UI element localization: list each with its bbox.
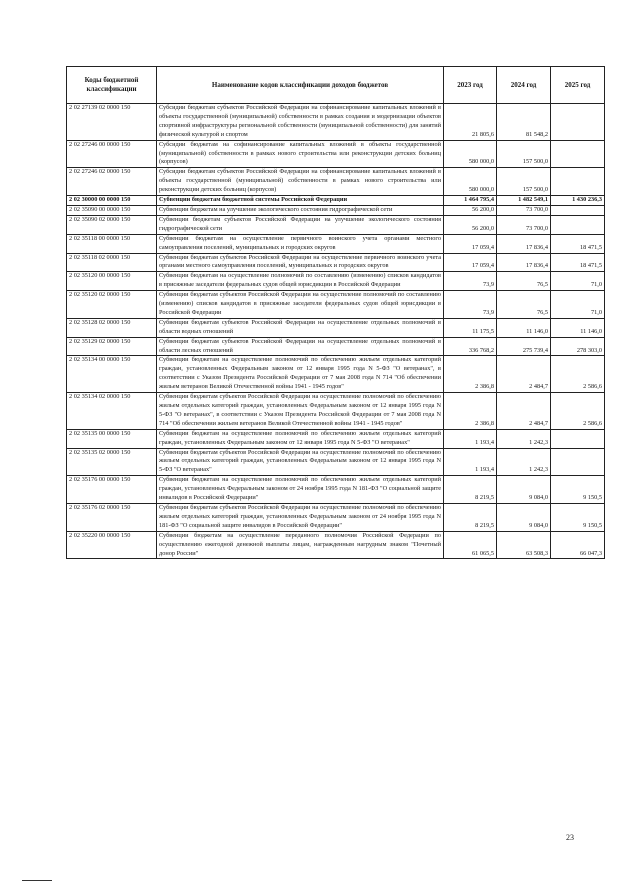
row-2025: 18 471,5 (551, 253, 605, 272)
row-2025: 9 150,5 (551, 476, 605, 504)
table-row (67, 393, 605, 430)
row-2025: 1 430 236,3 (551, 196, 605, 206)
row-name: Субвенции бюджетам на осуществление полномочий по обеспечению жильем отдельных категорий граждан, установленных Федеральным законом от 12 января 1995 года N 5-ФЗ "О ветеранах" (157, 429, 444, 448)
row-code: 2 02 35129 02 0000 150 (67, 337, 157, 356)
row-code: 2 02 35090 00 0000 150 (67, 205, 157, 215)
row-2023: 56 200,0 (444, 215, 497, 234)
row-2024: 17 836,4 (497, 253, 551, 272)
row-2024: 17 836,4 (497, 234, 551, 253)
row-code: 2 02 35090 02 0000 150 (67, 215, 157, 234)
row-name: Субвенции бюджетам на осуществление полномочий по составлению (изменению) списков кандидатов в присяжные заседатели федеральных судов общей юрисдикции в Российской Федерации (157, 272, 444, 291)
table-row (67, 253, 605, 272)
row-2024: 63 508,3 (497, 531, 551, 559)
table-row (67, 429, 605, 448)
row-2024: 157 500,0 (497, 140, 551, 168)
row-code: 2 02 35128 02 0000 150 (67, 318, 157, 337)
row-2023: 17 059,4 (444, 253, 497, 272)
row-name: Субсидии бюджетам субъектов Российской Федерации на софинансирование капитальных вложений в объекты государственной (муниципальной) собственности в рамках нового строительства или реконструкции детских больниц (корпусов) (157, 168, 444, 196)
header-2024: 2024 год (497, 67, 551, 104)
row-2024: 76,5 (497, 272, 551, 291)
row-2023: 8 219,5 (444, 503, 497, 531)
row-name: Субвенции бюджетам на осуществление переданного полномочия Российской Федерации по осуществлению ежегодной денежной выплаты лицам, награжденным нагрудным знаком "Почетный донор России" (157, 531, 444, 559)
row-2025 (551, 215, 605, 234)
row-2025: 2 586,6 (551, 356, 605, 393)
table-row (67, 215, 605, 234)
table-row (67, 196, 605, 206)
row-code: 2 02 35176 02 0000 150 (67, 503, 157, 531)
table-row (67, 104, 605, 141)
row-name: Субвенции бюджетам субъектов Российской Федерации на осуществление отдельных полномочий в области водных отношений (157, 318, 444, 337)
row-2025: 18 471,5 (551, 234, 605, 253)
table-row (67, 205, 605, 215)
row-code: 2 02 35118 02 0000 150 (67, 253, 157, 272)
row-2023: 73,9 (444, 272, 497, 291)
row-code: 2 02 35120 00 0000 150 (67, 272, 157, 291)
row-name: Субвенции бюджетам на осуществление полномочий по обеспечению жильем отдельных категорий граждан, установленных Федеральным законом от 12 января 1995 года N 5-ФЗ "О ветеранах", в соответствии с Указом Президента Российской Федерации от 7 мая 2008 года N 714 "Об обеспечении жильем ветеранов Великой Отечественной войны 1941 - 1945 годов" (157, 356, 444, 393)
row-2024: 1 482 549,1 (497, 196, 551, 206)
row-2023: 580 000,0 (444, 140, 497, 168)
row-2025: 71,0 (551, 291, 605, 319)
row-2023: 73,9 (444, 291, 497, 319)
row-code: 2 02 35118 00 0000 150 (67, 234, 157, 253)
page-number: 23 (566, 833, 574, 842)
row-name: Субвенции бюджетам на улучшение экологического состояния гидрографической сети (157, 205, 444, 215)
table-row (67, 531, 605, 559)
row-code: 2 02 27246 02 0000 150 (67, 168, 157, 196)
header-name: Наименование кодов классификации доходов бюджетов (157, 67, 444, 104)
table-row (67, 168, 605, 196)
row-name: Субсидии бюджетам субъектов Российской Федерации на софинансирование капитальных вложений в объекты государственной (муниципальной) собственности в рамках создания и модернизации объектов спортивной инфраструктуры региональной собственности (муниципальной собственности) для занятий физической культурой и спортом (157, 104, 444, 141)
table-row (67, 234, 605, 253)
row-name: Субвенции бюджетам субъектов Российской Федерации на осуществление первичного воинского учета органами местного самоуправления поселений, муниципальных и городских округов (157, 253, 444, 272)
row-code: 2 02 35120 02 0000 150 (67, 291, 157, 319)
row-2023: 1 193,4 (444, 429, 497, 448)
row-2025 (551, 140, 605, 168)
row-2023: 11 175,5 (444, 318, 497, 337)
header-2025: 2025 год (551, 67, 605, 104)
row-2023: 2 386,8 (444, 393, 497, 430)
row-2024: 76,5 (497, 291, 551, 319)
row-code: 2 02 35135 02 0000 150 (67, 448, 157, 476)
row-2024: 9 084,0 (497, 476, 551, 504)
row-name: Субсидии бюджетам на софинансирование капитальных вложений в объекты государственной (муниципальной) собственности в рамках нового строительства или реконструкции детских больниц (корпусов) (157, 140, 444, 168)
table-body (67, 104, 605, 559)
row-2025: 71,0 (551, 272, 605, 291)
row-2025 (551, 168, 605, 196)
table-row (67, 503, 605, 531)
row-2023: 17 059,4 (444, 234, 497, 253)
row-2025 (551, 104, 605, 141)
row-2025: 11 146,0 (551, 318, 605, 337)
table-row (67, 476, 605, 504)
row-code: 2 02 35220 00 0000 150 (67, 531, 157, 559)
row-name: Субвенции бюджетам на осуществление первичного воинского учета органами местного самоуправления поселений, муниципальных и городских округов (157, 234, 444, 253)
row-2024: 9 084,0 (497, 503, 551, 531)
row-2023: 580 000,0 (444, 168, 497, 196)
row-2023: 8 219,5 (444, 476, 497, 504)
row-name: Субвенции бюджетам субъектов Российской Федерации на осуществление отдельных полномочий в области лесных отношений (157, 337, 444, 356)
row-2023: 336 768,2 (444, 337, 497, 356)
row-code: 2 02 35134 00 0000 150 (67, 356, 157, 393)
row-code: 2 02 35176 00 0000 150 (67, 476, 157, 504)
row-2025: 66 047,3 (551, 531, 605, 559)
row-code: 2 02 27246 00 0000 150 (67, 140, 157, 168)
row-name: Субвенции бюджетам субъектов Российской Федерации на осуществление полномочий по обеспечению жильем отдельных категорий граждан, установленных Федеральным законом от 24 ноября 1995 года N 181-ФЗ "О социальной защите инвалидов в Российской Федерации" (157, 503, 444, 531)
table-row (67, 140, 605, 168)
table-header-row (67, 67, 605, 104)
row-2024: 81 548,2 (497, 104, 551, 141)
row-name: Субвенции бюджетам субъектов Российской Федерации на улучшение экологического состояния гидрографической сети (157, 215, 444, 234)
bottom-divider (22, 880, 52, 881)
row-2025: 2 586,6 (551, 393, 605, 430)
table-row (67, 356, 605, 393)
row-code: 2 02 27139 02 0000 150 (67, 104, 157, 141)
row-name: Субвенции бюджетам субъектов Российской Федерации на осуществление полномочий по обеспечению жильем отдельных категорий граждан, установленных Федеральным законом от 12 января 1995 года N 5-ФЗ "О ветеранах" (157, 448, 444, 476)
row-2024: 11 146,0 (497, 318, 551, 337)
row-name: Субвенции бюджетам на осуществление полномочий по обеспечению жильем отдельных категорий граждан, установленных Федеральным законом от 24 ноября 1995 года N 181-ФЗ "О социальной защите инвалидов в Российской Федерации" (157, 476, 444, 504)
row-2024: 1 242,3 (497, 448, 551, 476)
budget-table-sheet (66, 66, 604, 559)
row-code: 2 02 30000 00 0000 150 (67, 196, 157, 206)
table-row (67, 291, 605, 319)
row-2024: 2 484,7 (497, 393, 551, 430)
row-2024: 275 739,4 (497, 337, 551, 356)
row-2023: 1 193,4 (444, 448, 497, 476)
table-row (67, 448, 605, 476)
row-2025 (551, 429, 605, 448)
row-2023: 61 065,5 (444, 531, 497, 559)
row-2024: 157 500,0 (497, 168, 551, 196)
row-2024: 73 700,0 (497, 205, 551, 215)
row-2024: 2 484,7 (497, 356, 551, 393)
header-code: Коды бюджетной классификации (67, 67, 157, 104)
row-2025 (551, 205, 605, 215)
table-row (67, 337, 605, 356)
row-name: Субвенции бюджетам бюджетной системы Российской Федерации (157, 196, 444, 206)
row-name: Субвенции бюджетам субъектов Российской Федерации на осуществление полномочий по составлению (изменению) списков кандидатов в присяжные заседатели федеральных судов общей юрисдикции в Российской Федерации (157, 291, 444, 319)
row-2023: 2 386,8 (444, 356, 497, 393)
row-code: 2 02 35134 02 0000 150 (67, 393, 157, 430)
table-row (67, 272, 605, 291)
table-row (67, 318, 605, 337)
row-name: Субвенции бюджетам субъектов Российской Федерации на осуществление полномочий по обеспечению жильем отдельных категорий граждан, установленных Федеральным законом от 12 января 1995 года N 5-ФЗ "О ветеранах", в соответствии с Указом Президента Российской Федерации от 7 мая 2008 года N 714 "Об обеспечении жильем ветеранов Великой Отечественной войны 1941 - 1945 годов" (157, 393, 444, 430)
row-2025: 278 303,0 (551, 337, 605, 356)
row-2025 (551, 448, 605, 476)
row-2023: 56 200,0 (444, 205, 497, 215)
header-2023: 2023 год (444, 67, 497, 104)
row-code: 2 02 35135 00 0000 150 (67, 429, 157, 448)
row-2024: 73 700,0 (497, 215, 551, 234)
row-2023: 21 805,6 (444, 104, 497, 141)
row-2025: 9 150,5 (551, 503, 605, 531)
row-2023: 1 464 795,4 (444, 196, 497, 206)
row-2024: 1 242,3 (497, 429, 551, 448)
budget-revenue-table (66, 66, 605, 559)
